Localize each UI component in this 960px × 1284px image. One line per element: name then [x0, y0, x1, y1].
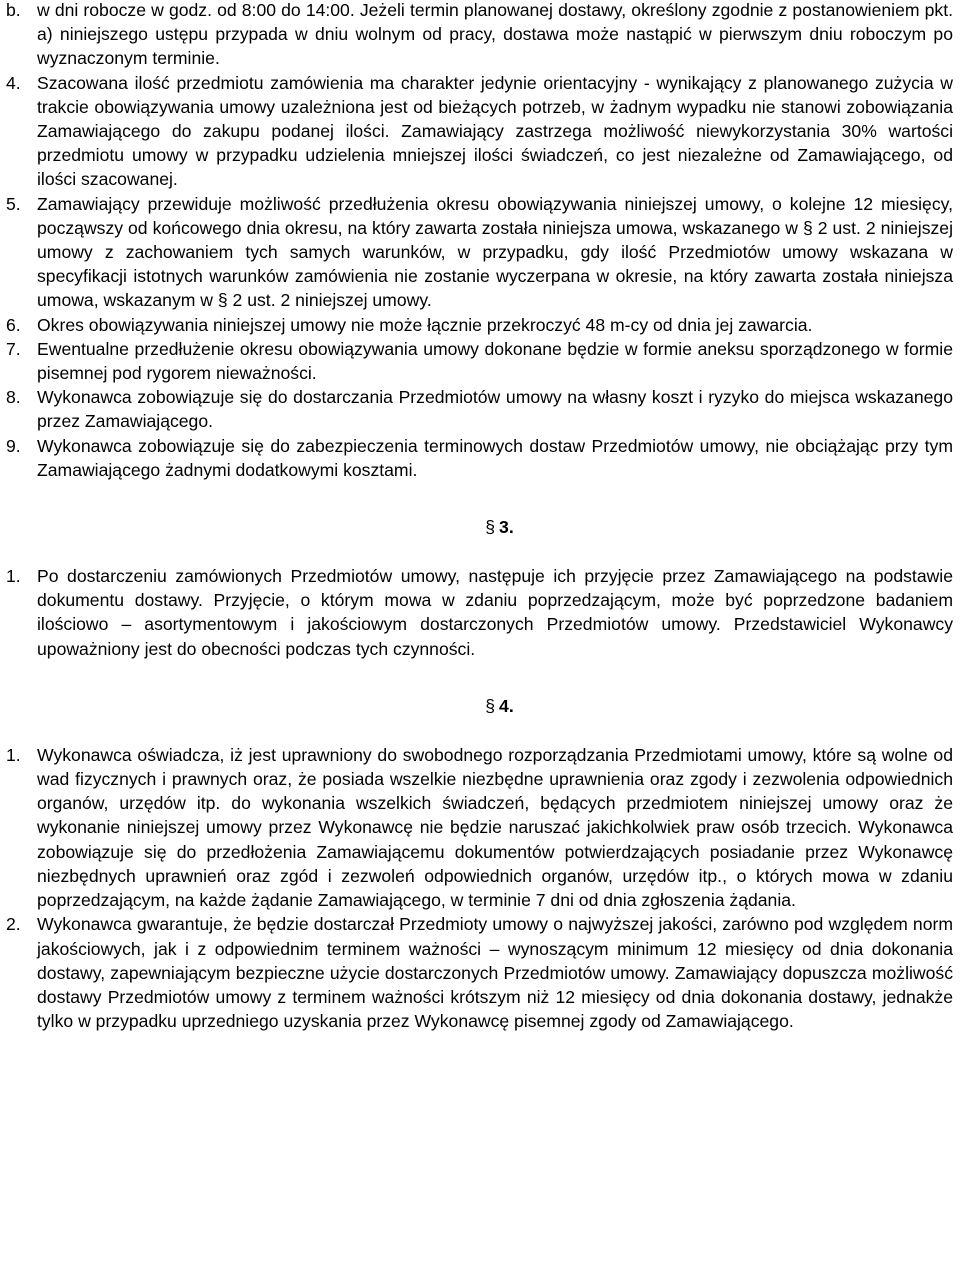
list-item-number: 9. — [6, 435, 21, 456]
list-item-7 — [6, 337, 953, 385]
list-item-number: 1. — [6, 744, 21, 765]
section-heading-3 — [6, 515, 953, 539]
list-item-b — [6, 0, 953, 71]
section-4-item-2 — [6, 912, 953, 1033]
list-item-4 — [6, 71, 953, 192]
list-item-number: 8. — [6, 387, 21, 408]
list-item-text: Po dostarczeniu zamówionych Przedmiotów umowy, następuje ich przyjęcie przez Zamawiającego na podstawie dokumentu dostawy. Przyjęcie, o którym mowa w zdaniu poprzedzającym, może być poprzedzone badaniem ilościowo – asortymentowym i jakościowym dostarczonych Przedmiotów umowy. Przedstawiciel Wykonawcy upoważniony jest do obecności podczas tych czynności. — [37, 566, 953, 659]
list-item-number: 2. — [6, 914, 21, 935]
list-item-text: Zamawiający przewiduje możliwość przedłużenia okresu obowiązywania niniejszej umowy, o kolejne 12 miesięcy, począwszy od końcowego dnia okresu, na który zawarta została niniejsza umowa, wskazanego w § 2 ust. 2 niniejszej umowy z zachowaniem tych samych warunków, w przypadku, gdy ilość Przedmiotów umowy wskazana w specyfikacji istotnych warunków zamówienia nie zostanie wyczerpana w okresie, na który zawarta została niniejsza umowa, wskazanym w § 2 ust. 2 niniejszej umowy. — [37, 193, 953, 311]
list-item-5 — [6, 192, 953, 313]
paragraph-symbol: § — [485, 517, 496, 538]
list-item-text: w dni robocze w godz. od 8:00 do 14:00. Jeżeli termin planowanej dostawy, określony zgodnie z postanowieniem pkt. a) niniejszego ustępu przypada w dniu wolnym od pracy, dostawa może nastąpić w pierwszym dniu roboczym po wyznaczonym terminie. — [37, 0, 953, 69]
section-3-item-1 — [6, 564, 953, 661]
list-item-8 — [6, 385, 953, 433]
list-item-number: 6. — [6, 314, 21, 335]
list-item-text: Wykonawca zobowiązuje się do dostarczania Przedmiotów umowy na własny koszt i ryzyko do miejsca wskazanego przez Zamawiającego. — [37, 387, 953, 432]
section-4-item-1 — [6, 743, 953, 912]
list-item-number: 1. — [6, 566, 21, 587]
paragraph-symbol: § — [485, 695, 496, 716]
section-heading-number: 4. — [499, 695, 514, 716]
list-item-9 — [6, 434, 953, 482]
list-item-text: Ewentualne przedłużenie okresu obowiązywania umowy dokonane będzie w formie aneksu sporządzonego w formie pisemnej pod rygorem nieważności. — [37, 338, 953, 384]
list-item-text: Okres obowiązywania niniejszej umowy nie może łącznie przekroczyć 48 m-cy od dnia jej zawarcia. — [37, 314, 813, 335]
list-item-number: 4. — [6, 72, 21, 93]
list-item-number: b. — [6, 0, 21, 20]
list-item-text: Wykonawca gwarantuje, że będzie dostarczał Przedmioty umowy o najwyższej jakości, zarówno pod względem norm jakościowych, jak i z odpowiednim terminem ważności – wynoszącym minimum 12 miesięcy od dnia dokonania dostawy, zapewniającym bezpieczne użycie dostarczonych Przedmiotów umowy. Zamawiający dopuszcza możliwość dostawy Przedmiotów umowy z terminem ważności krótszym niż 12 miesięcy od dnia dokonania dostawy, jednakże tylko w przypadku uprzedniego uzyskania przez Wykonawcę pisemnej zgody od Zamawiającego. — [37, 914, 953, 1032]
list-item-6 — [6, 313, 953, 337]
list-item-text: Wykonawca oświadcza, iż jest uprawniony do swobodnego rozporządzania Przedmiotami umowy, które są wolne od wad fizycznych i prawnych oraz, że posiada wszelkie niezbędne uprawnienia oraz zgody i zezwolenia odpowiednich organów, urzędów itp. do wykonania wszelkich świadczeń, będących przedmiotem niniejszej umowy oraz że wykonanie niniejszej umowy przez Wykonawcę nie będzie naruszać jakichkolwiek praw osób trzecich. Wykonawca zobowiązuje się do przedłożenia Zamawiającemu dokumentów potwierdzających posiadanie przez Wykonawcę niezbędnych uprawnień oraz zgód i zezwoleń odpowiednich organów, urzędów itp., o których mowa w zdaniu poprzedzającym, na każde żądanie Zamawiającego, w terminie 7 dni od dnia zgłoszenia żądania. — [37, 744, 953, 911]
section-heading-4 — [6, 694, 953, 718]
list-item-text: Wykonawca zobowiązuje się do zabezpieczenia terminowych dostaw Przedmiotów umowy, nie obciążając przy tym Zamawiającego żadnymi dodatkowymi kosztami. — [37, 435, 953, 480]
list-item-text: Szacowana ilość przedmiotu zamówienia ma charakter jedynie orientacyjny - wynikający z planowanego zużycia w trakcie obowiązywania umowy uzależniona jest od bieżących potrzeb, w żadnym wypadku nie stanowi zobowiązania Zamawiającego do zakupu podanej ilości. Zamawiający zastrzega możliwość niewykorzystania 30% wartości przedmiotu umowy w przypadku udzielenia mniejszej ilości świadczeń, co jest niezależne od Zamawiającego, od ilości szacowanej. — [37, 72, 953, 190]
list-item-number: 5. — [6, 193, 21, 214]
list-item-number: 7. — [6, 338, 21, 359]
section-heading-number: 3. — [499, 517, 514, 538]
